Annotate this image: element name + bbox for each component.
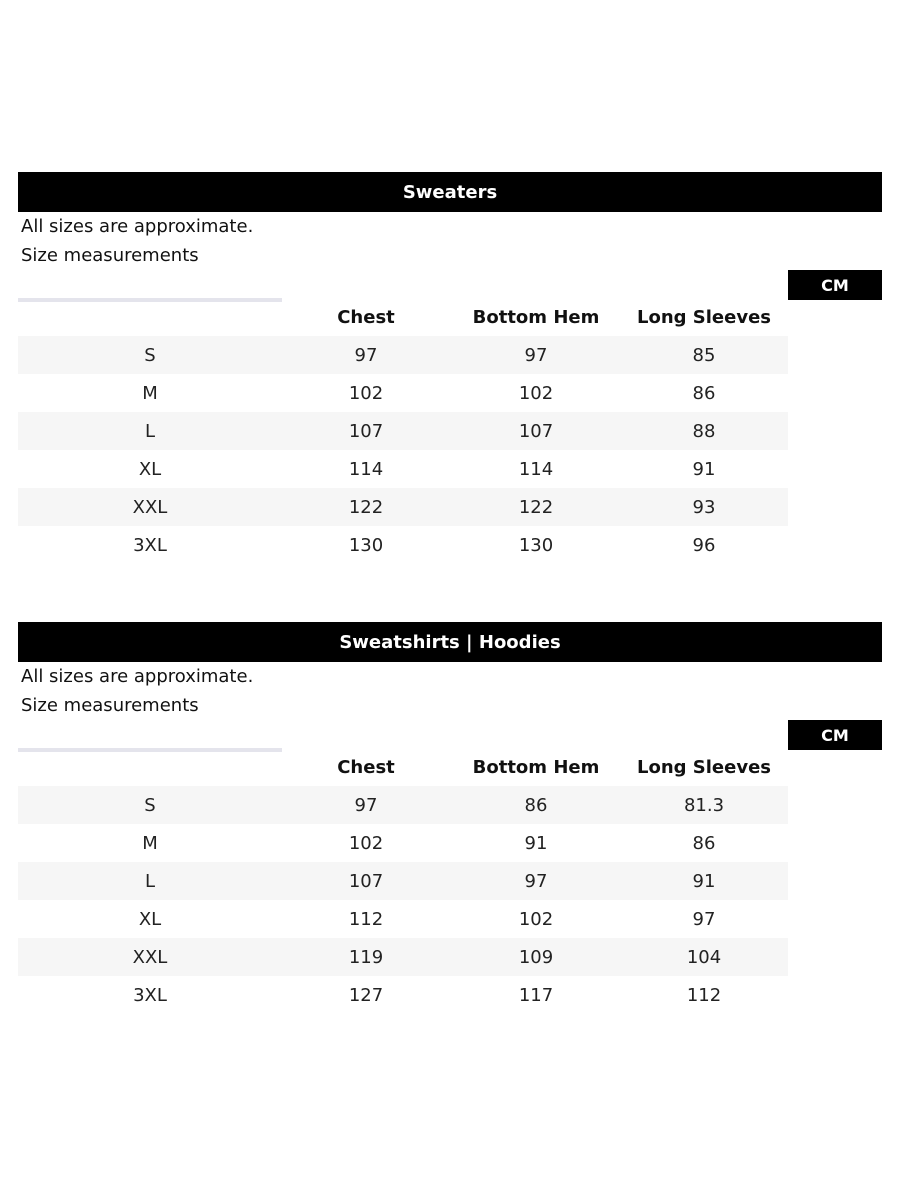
long-sleeves-cell: 86 xyxy=(692,832,716,854)
table-row xyxy=(18,900,788,938)
table-row xyxy=(18,488,788,526)
size-cell: M xyxy=(142,382,158,404)
header-long-sleeves: Long Sleeves xyxy=(636,756,771,778)
table-row xyxy=(18,336,788,374)
header-size xyxy=(50,300,250,334)
table-row xyxy=(18,374,788,412)
size-cell: XXL xyxy=(132,496,168,518)
bottom-hem-cell: 130 xyxy=(518,534,554,556)
size-cell: L xyxy=(144,870,156,892)
chest-cell: 97 xyxy=(354,344,378,366)
long-sleeves-cell: 85 xyxy=(692,344,716,366)
bottom-hem-cell: 117 xyxy=(518,984,554,1006)
long-sleeves-cell: 81.3 xyxy=(683,794,725,816)
bottom-hem-cell: 102 xyxy=(518,908,554,930)
chest-cell: 114 xyxy=(348,458,384,480)
chest-cell: 130 xyxy=(348,534,384,556)
table-row xyxy=(18,526,788,564)
chest-cell: 127 xyxy=(348,984,384,1006)
chest-cell: 122 xyxy=(348,496,384,518)
table-header xyxy=(18,300,788,334)
table-row xyxy=(18,824,788,862)
size-cell: M xyxy=(142,832,158,854)
header-bottom-hem: Bottom Hem xyxy=(472,756,600,778)
table-row xyxy=(18,412,788,450)
size-cell: 3XL xyxy=(133,984,167,1006)
bottom-hem-cell: 114 xyxy=(518,458,554,480)
size-cell: XL xyxy=(138,458,162,480)
bottom-hem-cell: 109 xyxy=(518,946,554,968)
header-chest: Chest xyxy=(337,306,395,328)
table-row xyxy=(18,862,788,900)
size-cell: XL xyxy=(138,908,162,930)
chest-cell: 102 xyxy=(348,832,384,854)
header-size xyxy=(50,750,250,784)
header-bottom-hem: Bottom Hem xyxy=(472,306,600,328)
table-row xyxy=(18,450,788,488)
section-title: Sweatshirts | Hoodies xyxy=(18,622,882,662)
size-cell: S xyxy=(144,344,156,366)
size-cell: L xyxy=(144,420,156,442)
long-sleeves-cell: 91 xyxy=(692,870,716,892)
long-sleeves-cell: 86 xyxy=(692,382,716,404)
measurements-note: Size measurements xyxy=(21,245,199,266)
unit-badge: CM xyxy=(788,720,882,750)
chest-cell: 107 xyxy=(348,420,384,442)
table-row xyxy=(18,786,788,824)
chest-cell: 119 xyxy=(348,946,384,968)
long-sleeves-cell: 88 xyxy=(692,420,716,442)
header-chest: Chest xyxy=(337,756,395,778)
long-sleeves-cell: 97 xyxy=(692,908,716,930)
chest-cell: 102 xyxy=(348,382,384,404)
bottom-hem-cell: 97 xyxy=(524,344,548,366)
header-long-sleeves: Long Sleeves xyxy=(636,306,771,328)
bottom-hem-cell: 102 xyxy=(518,382,554,404)
long-sleeves-cell: 96 xyxy=(692,534,716,556)
section-title: Sweaters xyxy=(18,172,882,212)
long-sleeves-cell: 93 xyxy=(692,496,716,518)
bottom-hem-cell: 97 xyxy=(524,870,548,892)
chest-cell: 107 xyxy=(348,870,384,892)
bottom-hem-cell: 122 xyxy=(518,496,554,518)
size-cell: 3XL xyxy=(133,534,167,556)
long-sleeves-cell: 104 xyxy=(686,946,722,968)
measurements-note: Size measurements xyxy=(21,695,199,716)
table-header xyxy=(18,750,788,784)
long-sleeves-cell: 91 xyxy=(692,458,716,480)
bottom-hem-cell: 107 xyxy=(518,420,554,442)
long-sleeves-cell: 112 xyxy=(686,984,722,1006)
size-cell: XXL xyxy=(132,946,168,968)
approximate-note: All sizes are approximate. xyxy=(21,666,254,687)
table-row xyxy=(18,976,788,1014)
size-cell: S xyxy=(144,794,156,816)
chest-cell: 112 xyxy=(348,908,384,930)
bottom-hem-cell: 86 xyxy=(524,794,548,816)
chest-cell: 97 xyxy=(354,794,378,816)
bottom-hem-cell: 91 xyxy=(524,832,548,854)
table-row xyxy=(18,938,788,976)
size-chart-sweatshirts-hoodies xyxy=(18,622,882,1022)
unit-badge: CM xyxy=(788,270,882,300)
approximate-note: All sizes are approximate. xyxy=(21,216,254,237)
size-chart-sweaters xyxy=(18,172,882,572)
